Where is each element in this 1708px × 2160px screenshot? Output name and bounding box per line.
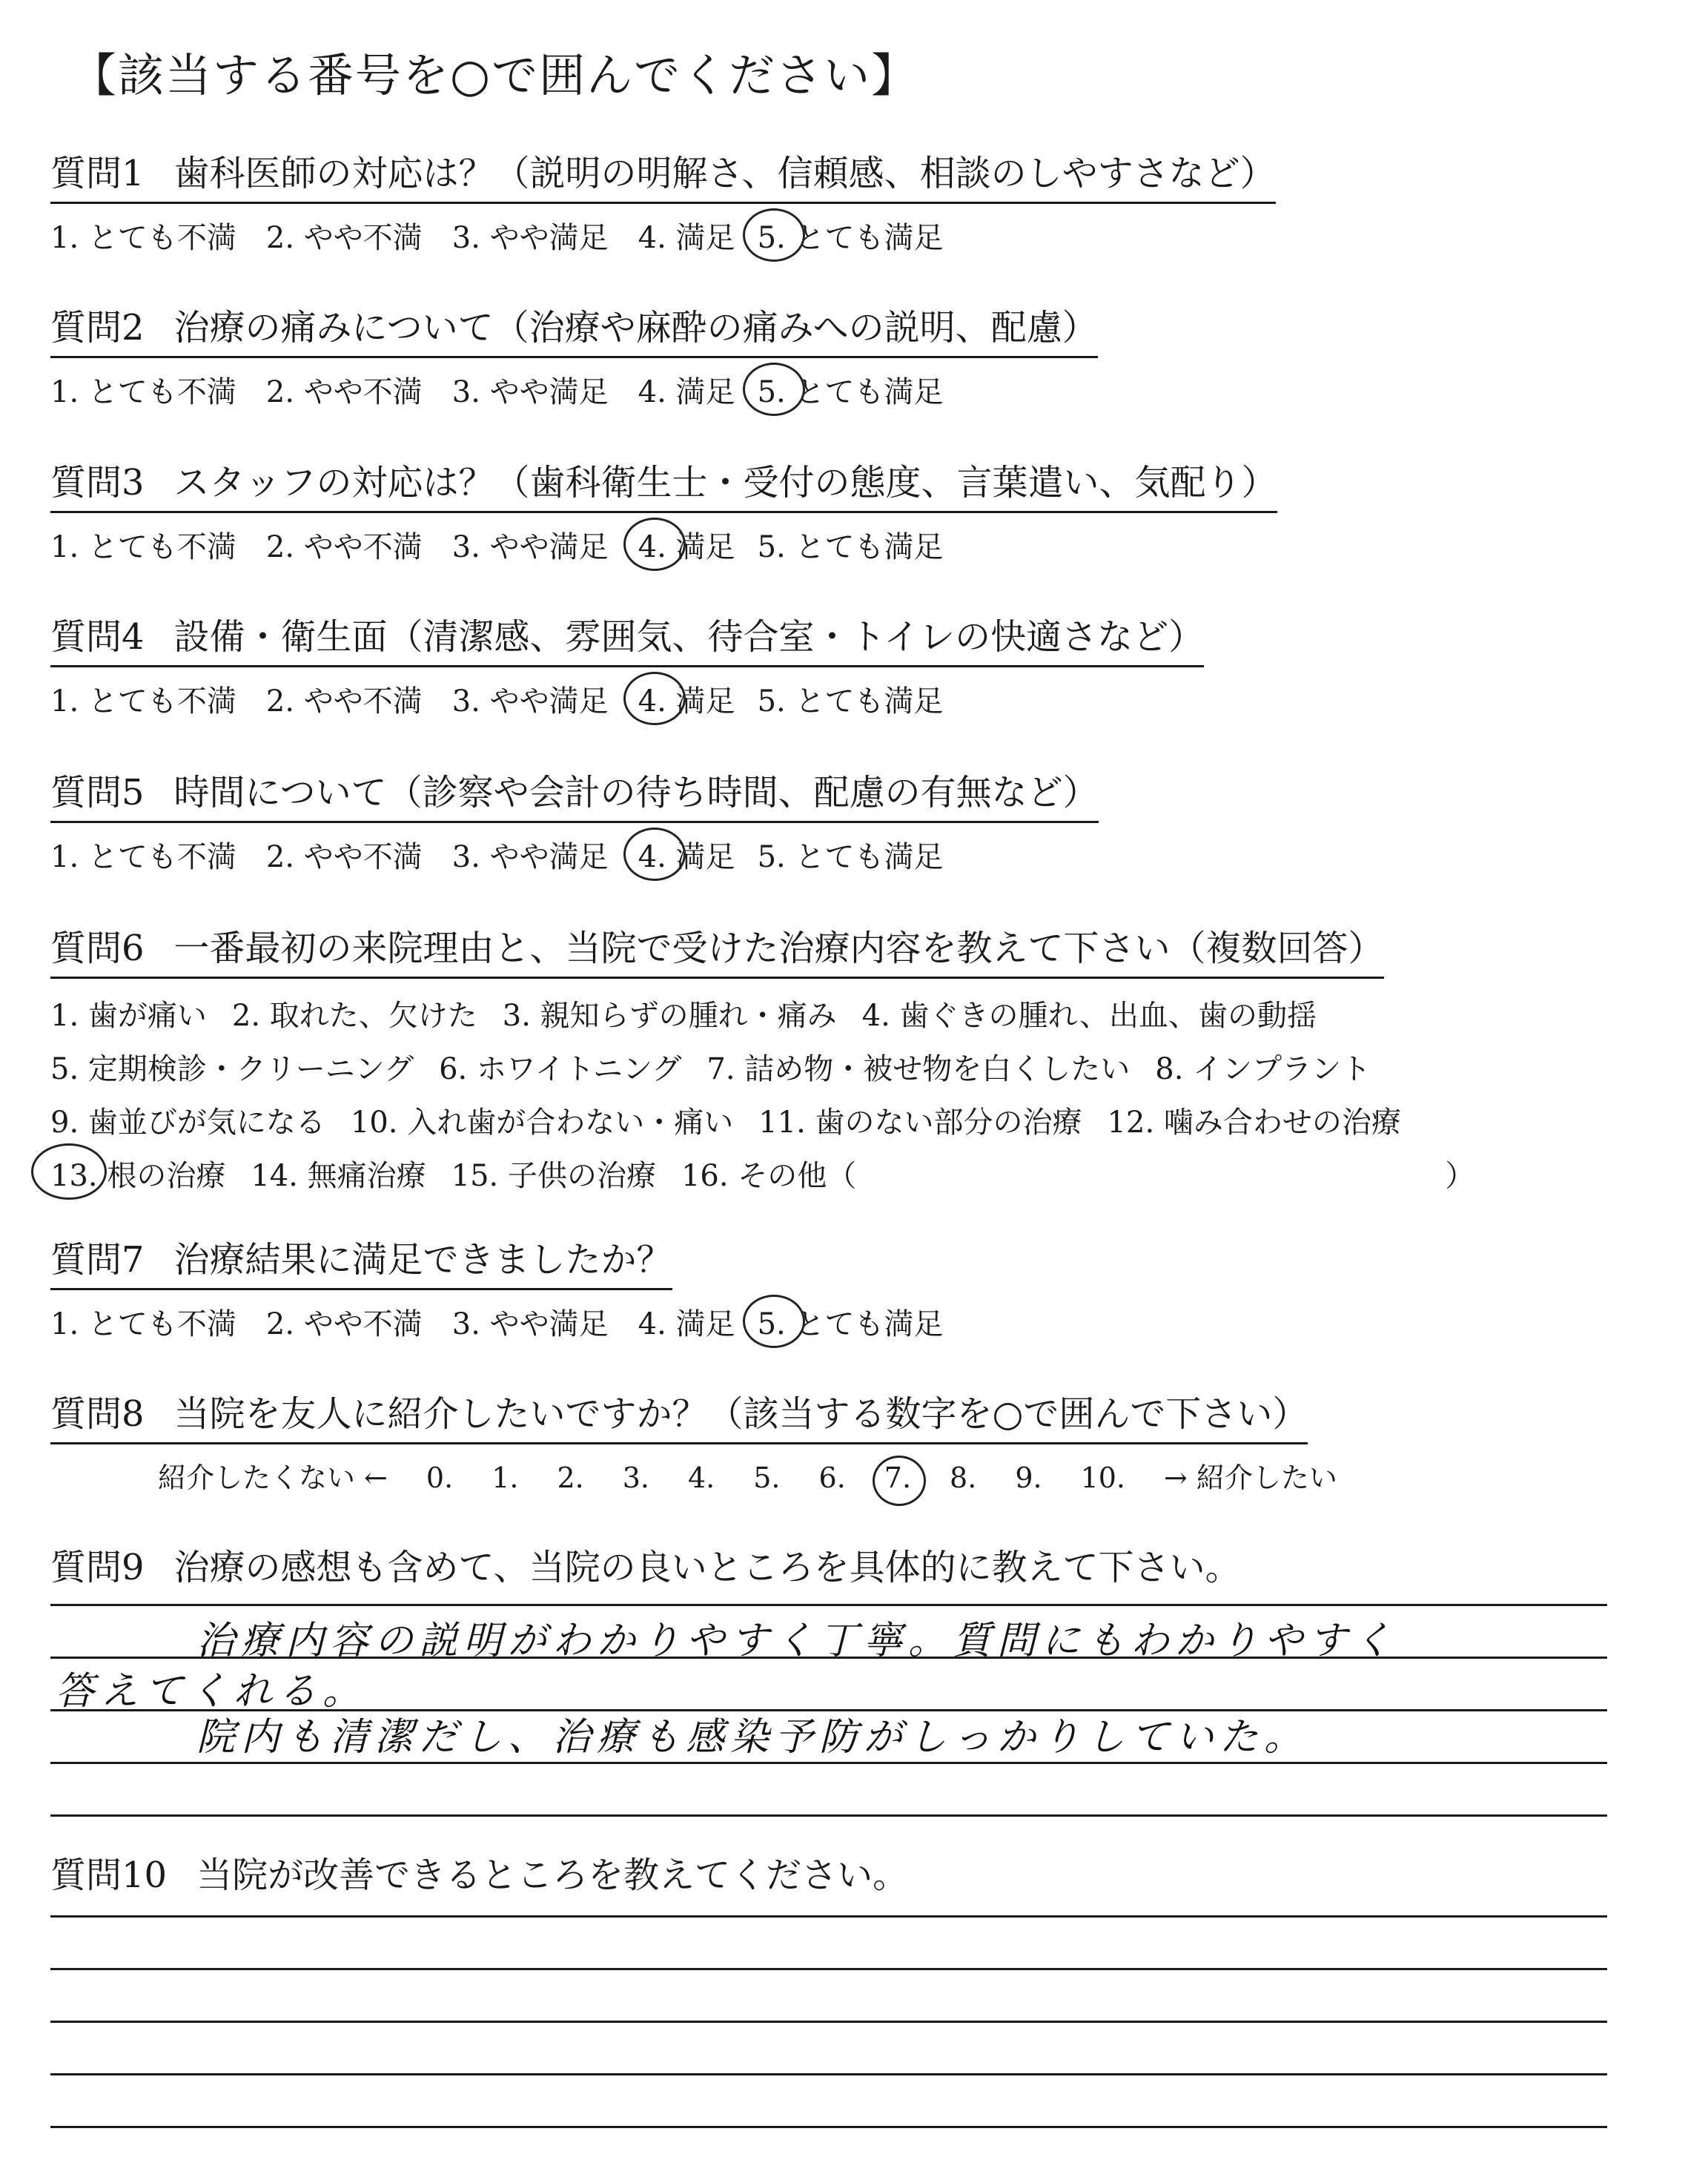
question-3	[50, 454, 1277, 566]
question-8	[50, 1385, 1337, 1496]
rating-option-4[interactable]: 4. 満足	[638, 678, 735, 720]
rating-option-1[interactable]: 1. とても不満	[50, 684, 236, 719]
question-number: 質問4	[50, 616, 145, 658]
rating-option-3[interactable]: 3. やや満足	[451, 221, 609, 255]
question-number: 質問1	[50, 153, 145, 194]
rating-option-1[interactable]: 1. とても不満	[50, 1307, 236, 1341]
rating-option-4[interactable]: 4. 満足	[638, 833, 735, 876]
ruled-line	[50, 1553, 1607, 1606]
form-title: 【該当する番号を○で囲んでください】	[70, 48, 919, 102]
ruled-line	[50, 1764, 1607, 1817]
rating-option-1[interactable]: 1. とても不満	[50, 221, 236, 255]
rating-option-2[interactable]: 2. やや不満	[265, 1307, 423, 1341]
question-text: 設備・衛生面（清潔感、雰囲気、待合室・トイレの快適さなど）	[173, 616, 1205, 658]
handwritten-answer-line-1: 治療内容の説明がわかりやすく丁寧。質問にもわかりやすく	[196, 1619, 1398, 1663]
choice-row	[50, 1149, 1474, 1203]
rating-option-1[interactable]: 1. とても不満	[50, 375, 236, 409]
choice-option[interactable]: 3. 親知らずの腫れ・痛み	[502, 999, 837, 1033]
rating-options	[50, 369, 1098, 411]
choice-option[interactable]: 13. 根の治療	[50, 1149, 225, 1203]
other-close-paren: ）	[1445, 1159, 1475, 1193]
rating-option-5[interactable]: 5. とても満足	[758, 214, 944, 257]
answer-lines-q10	[50, 1865, 1607, 2128]
rating-option-2[interactable]: 2. やや不満	[265, 221, 423, 255]
selected-answer-circle	[743, 208, 805, 262]
selected-answer-circle	[623, 828, 686, 881]
recommend-score-option[interactable]: 1.	[491, 1462, 519, 1494]
ruled-line	[50, 1970, 1607, 2023]
ruled-line	[50, 2023, 1607, 2075]
rating-option-5[interactable]: 5. とても満足	[758, 369, 944, 411]
question-text: 治療の感想も含めて、当院の良いところを具体的に教えて下さい。	[173, 1547, 1241, 1588]
choice-option[interactable]: 9. 歯並びが気になる	[50, 1106, 325, 1140]
question-1	[50, 145, 1276, 257]
question-number: 質問8	[50, 1393, 145, 1435]
choice-row	[50, 1043, 1474, 1096]
question-number: 質問10	[50, 1855, 168, 1896]
question-text: 治療の痛みについて（治療や麻酔の痛みへの説明、配慮）	[173, 307, 1098, 349]
question-6	[50, 919, 1474, 1203]
choice-option[interactable]: 1. 歯が痛い	[50, 999, 207, 1033]
question-number: 質問3	[50, 462, 145, 503]
choice-option[interactable]: 4. 歯ぐきの腫れ、出血、歯の動揺	[861, 999, 1317, 1033]
question-number: 質問6	[50, 928, 145, 969]
recommend-scale	[158, 1455, 1337, 1496]
question-text: 当院を友人に紹介したいですか？（該当する数字を○で囲んで下さい）	[173, 1393, 1308, 1435]
selected-answer-circle	[743, 363, 805, 416]
rating-option-5[interactable]: 5. とても満足	[757, 840, 944, 874]
rating-option-3[interactable]: 3. やや満足	[451, 375, 609, 409]
ruled-line	[50, 1918, 1607, 1970]
choice-option[interactable]: 11. 歯のない部分の治療	[758, 1106, 1082, 1140]
question-text: 当院が改善できるところを教えてください。	[196, 1855, 909, 1896]
question-text: 治療結果に満足できましたか？	[173, 1239, 672, 1281]
rating-option-2[interactable]: 2. やや不満	[265, 375, 423, 409]
question-7	[50, 1231, 943, 1343]
scale-right-label: → 紹介したい	[1164, 1462, 1337, 1494]
choice-option[interactable]: 8. インプラント	[1155, 1052, 1371, 1086]
question-4	[50, 608, 1204, 720]
recommend-score-option[interactable]: 4.	[687, 1462, 715, 1494]
rating-option-5[interactable]: 5. とても満足	[757, 684, 944, 719]
handwritten-answer-line-3: 院内も清潔だし、治療も感染予防がしっかりしていた。	[196, 1715, 1309, 1760]
recommend-score-option[interactable]: 5.	[753, 1462, 781, 1494]
handwritten-answer-line-2: 答えてくれる。	[56, 1669, 368, 1714]
rating-options	[50, 524, 1277, 566]
selected-answer-circle	[31, 1143, 107, 1200]
question-number: 質問9	[50, 1547, 145, 1588]
question-number: 質問2	[50, 307, 145, 349]
rating-option-2[interactable]: 2. やや不満	[265, 530, 423, 564]
rating-option-4[interactable]: 4. 満足	[638, 1307, 735, 1341]
rating-option-3[interactable]: 3. やや満足	[451, 840, 609, 874]
rating-options	[50, 678, 1204, 720]
selected-answer-circle	[743, 1295, 805, 1348]
selected-answer-circle	[623, 518, 686, 571]
choice-option[interactable]: 12. 噛み合わせの治療	[1107, 1106, 1401, 1140]
choice-option[interactable]: 16. その他（	[681, 1159, 857, 1193]
rating-option-2[interactable]: 2. やや不満	[265, 840, 423, 874]
rating-option-5[interactable]: 5. とても満足	[758, 1301, 944, 1343]
choice-option[interactable]: 6. ホワイトニング	[439, 1052, 682, 1086]
recommend-score-option[interactable]: 8.	[950, 1462, 977, 1494]
selected-answer-circle	[623, 672, 686, 725]
choice-row	[50, 989, 1474, 1043]
choice-option[interactable]: 10. 入れ歯が合わない・痛い	[350, 1106, 734, 1140]
recommend-score-option[interactable]: 6.	[818, 1462, 846, 1494]
recommend-score-option[interactable]: 9.	[1015, 1462, 1042, 1494]
question-text: 歯科医師の対応は？（説明の明解さ、信頼感、相談のしやすさなど）	[173, 153, 1276, 194]
rating-option-4[interactable]: 4. 満足	[638, 524, 735, 566]
rating-option-4[interactable]: 4. 満足	[638, 375, 735, 409]
recommend-score-option[interactable]: 3.	[622, 1462, 649, 1494]
rating-option-4[interactable]: 4. 満足	[638, 221, 735, 255]
rating-option-3[interactable]: 3. やや満足	[451, 684, 609, 719]
recommend-score-option[interactable]: 0.	[426, 1462, 454, 1494]
rating-option-1[interactable]: 1. とても不満	[50, 530, 236, 564]
rating-options	[50, 214, 1276, 257]
choice-option[interactable]: 5. 定期検診・クリーニング	[50, 1052, 414, 1086]
choice-option[interactable]: 14. 無痛治療	[251, 1159, 426, 1193]
choice-option[interactable]: 7. 詰め物・被せ物を白くしたい	[706, 1052, 1131, 1086]
multi-choice-options	[50, 989, 1474, 1203]
rating-option-5[interactable]: 5. とても満足	[757, 530, 944, 564]
question-number: 質問5	[50, 772, 145, 813]
rating-option-3[interactable]: 3. やや満足	[451, 1307, 609, 1341]
scale-left-label: 紹介したくない ←	[158, 1462, 388, 1494]
recommend-score-option[interactable]: 10.	[1080, 1462, 1126, 1494]
rating-options	[50, 1301, 943, 1343]
selected-answer-circle	[873, 1456, 926, 1506]
rating-options	[50, 833, 1099, 876]
question-text: 時間について（診察や会計の待ち時間、配慮の有無など）	[173, 772, 1099, 813]
recommend-score-option[interactable]: 7.	[884, 1462, 911, 1494]
question-number: 質問7	[50, 1239, 145, 1281]
rating-option-2[interactable]: 2. やや不満	[265, 684, 423, 719]
choice-option[interactable]: 2. 取れた、欠けた	[231, 999, 477, 1033]
ruled-line	[50, 1865, 1607, 1918]
ruled-line	[50, 2075, 1607, 2128]
question-text: 一番最初の来院理由と、当院で受けた治療内容を教えて下さい（複数回答）	[173, 928, 1384, 969]
rating-option-1[interactable]: 1. とても不満	[50, 840, 236, 874]
rating-option-3[interactable]: 3. やや満足	[451, 530, 609, 564]
question-5	[50, 764, 1099, 876]
recommend-score-option[interactable]: 2.	[557, 1462, 584, 1494]
question-2	[50, 299, 1098, 411]
question-text: スタッフの対応は？（歯科衛生士・受付の態度、言葉遣い、気配り）	[173, 462, 1277, 503]
choice-row	[50, 1096, 1474, 1149]
choice-option[interactable]: 15. 子供の治療	[451, 1159, 656, 1193]
